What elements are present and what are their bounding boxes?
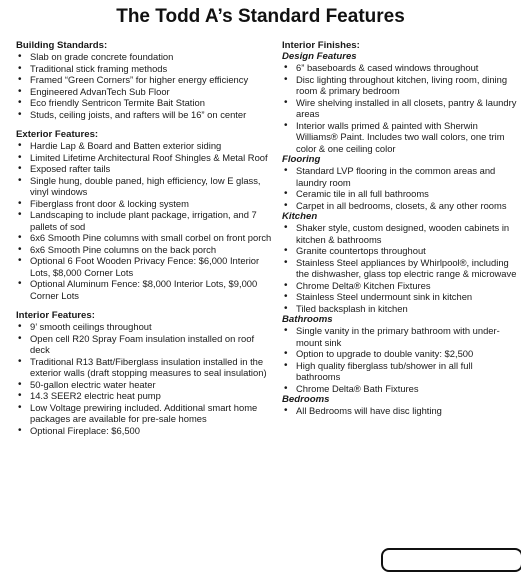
list-item: • Optional Fireplace: $6,500 [16,425,274,437]
list-item: • Option to upgrade to double vanity: $2,500 [282,348,518,360]
list-item: • Single hung, double paned, high efficiency, low E glass, vinyl windows [16,175,274,198]
building-standards-list [16,51,274,120]
list-item: • 14.3 SEER2 electric heat pump [16,390,274,402]
list-item: • Chrome Delta® Bath Fixtures [282,383,518,395]
bedrooms-heading: Bedrooms [282,394,330,405]
list-item: • Studs, ceiling joists, and rafters will be 16” on center [16,109,274,121]
exterior-features-list [16,140,274,301]
bathrooms-heading: Bathrooms [282,314,333,325]
page-title: The Todd A’s Standard Features [116,6,405,27]
exterior-features-heading: Exterior Features: [16,129,99,140]
list-item: • Engineered AdvanTech Sub Floor [16,86,274,98]
list-item: • 9’ smooth ceilings throughout [16,321,274,333]
list-item: • 6x6 Smooth Pine columns on the back porch [16,244,274,256]
corner-box [381,548,521,572]
interior-finishes-heading: Interior Finishes: [282,40,360,51]
list-item: • Stainless Steel appliances by Whirlpool®, including the dishwasher, glass top electric range & microwave [282,257,518,280]
list-item: • Traditional stick framing methods [16,63,274,75]
list-item: • Exposed rafter tails [16,163,274,175]
list-item: • 6” baseboards & cased windows throughout [282,62,518,74]
list-item: • Open cell R20 Spray Foam insulation installed on roof deck [16,333,274,356]
list-item: • Carpet in all bedrooms, closets, & any other rooms [282,200,518,212]
bedrooms-list [282,405,518,417]
design-features-list [282,62,518,154]
list-item: • Granite countertops throughout [282,245,518,257]
list-item: • Fiberglass front door & locking system [16,198,274,210]
bathrooms-list [282,325,518,394]
list-item: • Low Voltage prewiring included. Additional smart home packages are available for pre-sale homes [16,402,274,425]
flooring-list [282,165,518,211]
list-item: • Optional 6 Foot Wooden Privacy Fence: $6,000 Interior Lots, $8,000 Corner Lots [16,255,274,278]
interior-features-list [16,321,274,436]
list-item: • Shaker style, custom designed, wooden cabinets in kitchen & bathrooms [282,222,518,245]
list-item: • Tiled backsplash in kitchen [282,303,518,315]
left-column [16,40,274,436]
list-item: • All Bedrooms will have disc lighting [282,405,518,417]
kitchen-list [282,222,518,314]
list-item: • Interior walls primed & painted with Sherwin Williams® Paint. Includes two wall colors, one trim color & one ceiling color [282,120,518,155]
list-item: • 6x6 Smooth Pine columns with small corbel on front porch [16,232,274,244]
list-item: • Eco friendly Sentricon Termite Bait Station [16,97,274,109]
list-item: • Ceramic tile in all full bathrooms [282,188,518,200]
list-item: • Traditional R13 Batt/Fiberglass insulation installed in the exterior walls (draft stopping measures to seal insulation) [16,356,274,379]
list-item: • Chrome Delta® Kitchen Fixtures [282,280,518,292]
list-item: • Framed “Green Corners” for higher energy efficiency [16,74,274,86]
list-item: • Disc lighting throughout kitchen, living room, dining room & primary bedroom [282,74,518,97]
flooring-heading: Flooring [282,154,321,165]
list-item: • Landscaping to include plant package, irrigation, and 7 pallets of sod [16,209,274,232]
list-item: • High quality fiberglass tub/shower in all full bathrooms [282,360,518,383]
list-item: • Wire shelving installed in all closets, pantry & laundry areas [282,97,518,120]
building-standards-heading: Building Standards: [16,40,108,51]
list-item: • Single vanity in the primary bathroom with under-mount sink [282,325,518,348]
list-item: • Hardie Lap & Board and Batten exterior siding [16,140,274,152]
right-column [282,40,518,417]
list-item: • Stainless Steel undermount sink in kitchen [282,291,518,303]
interior-features-heading: Interior Features: [16,310,95,321]
list-item: • Limited Lifetime Architectural Roof Shingles & Metal Roof [16,152,274,164]
list-item: • Standard LVP flooring in the common areas and laundry room [282,165,518,188]
list-item: • Optional Aluminum Fence: $8,000 Interior Lots, $9,000 Corner Lots [16,278,274,301]
design-features-heading: Design Features [282,51,357,62]
list-item: • 50-gallon electric water heater [16,379,274,391]
list-item: • Slab on grade concrete foundation [16,51,274,63]
kitchen-heading: Kitchen [282,211,318,222]
